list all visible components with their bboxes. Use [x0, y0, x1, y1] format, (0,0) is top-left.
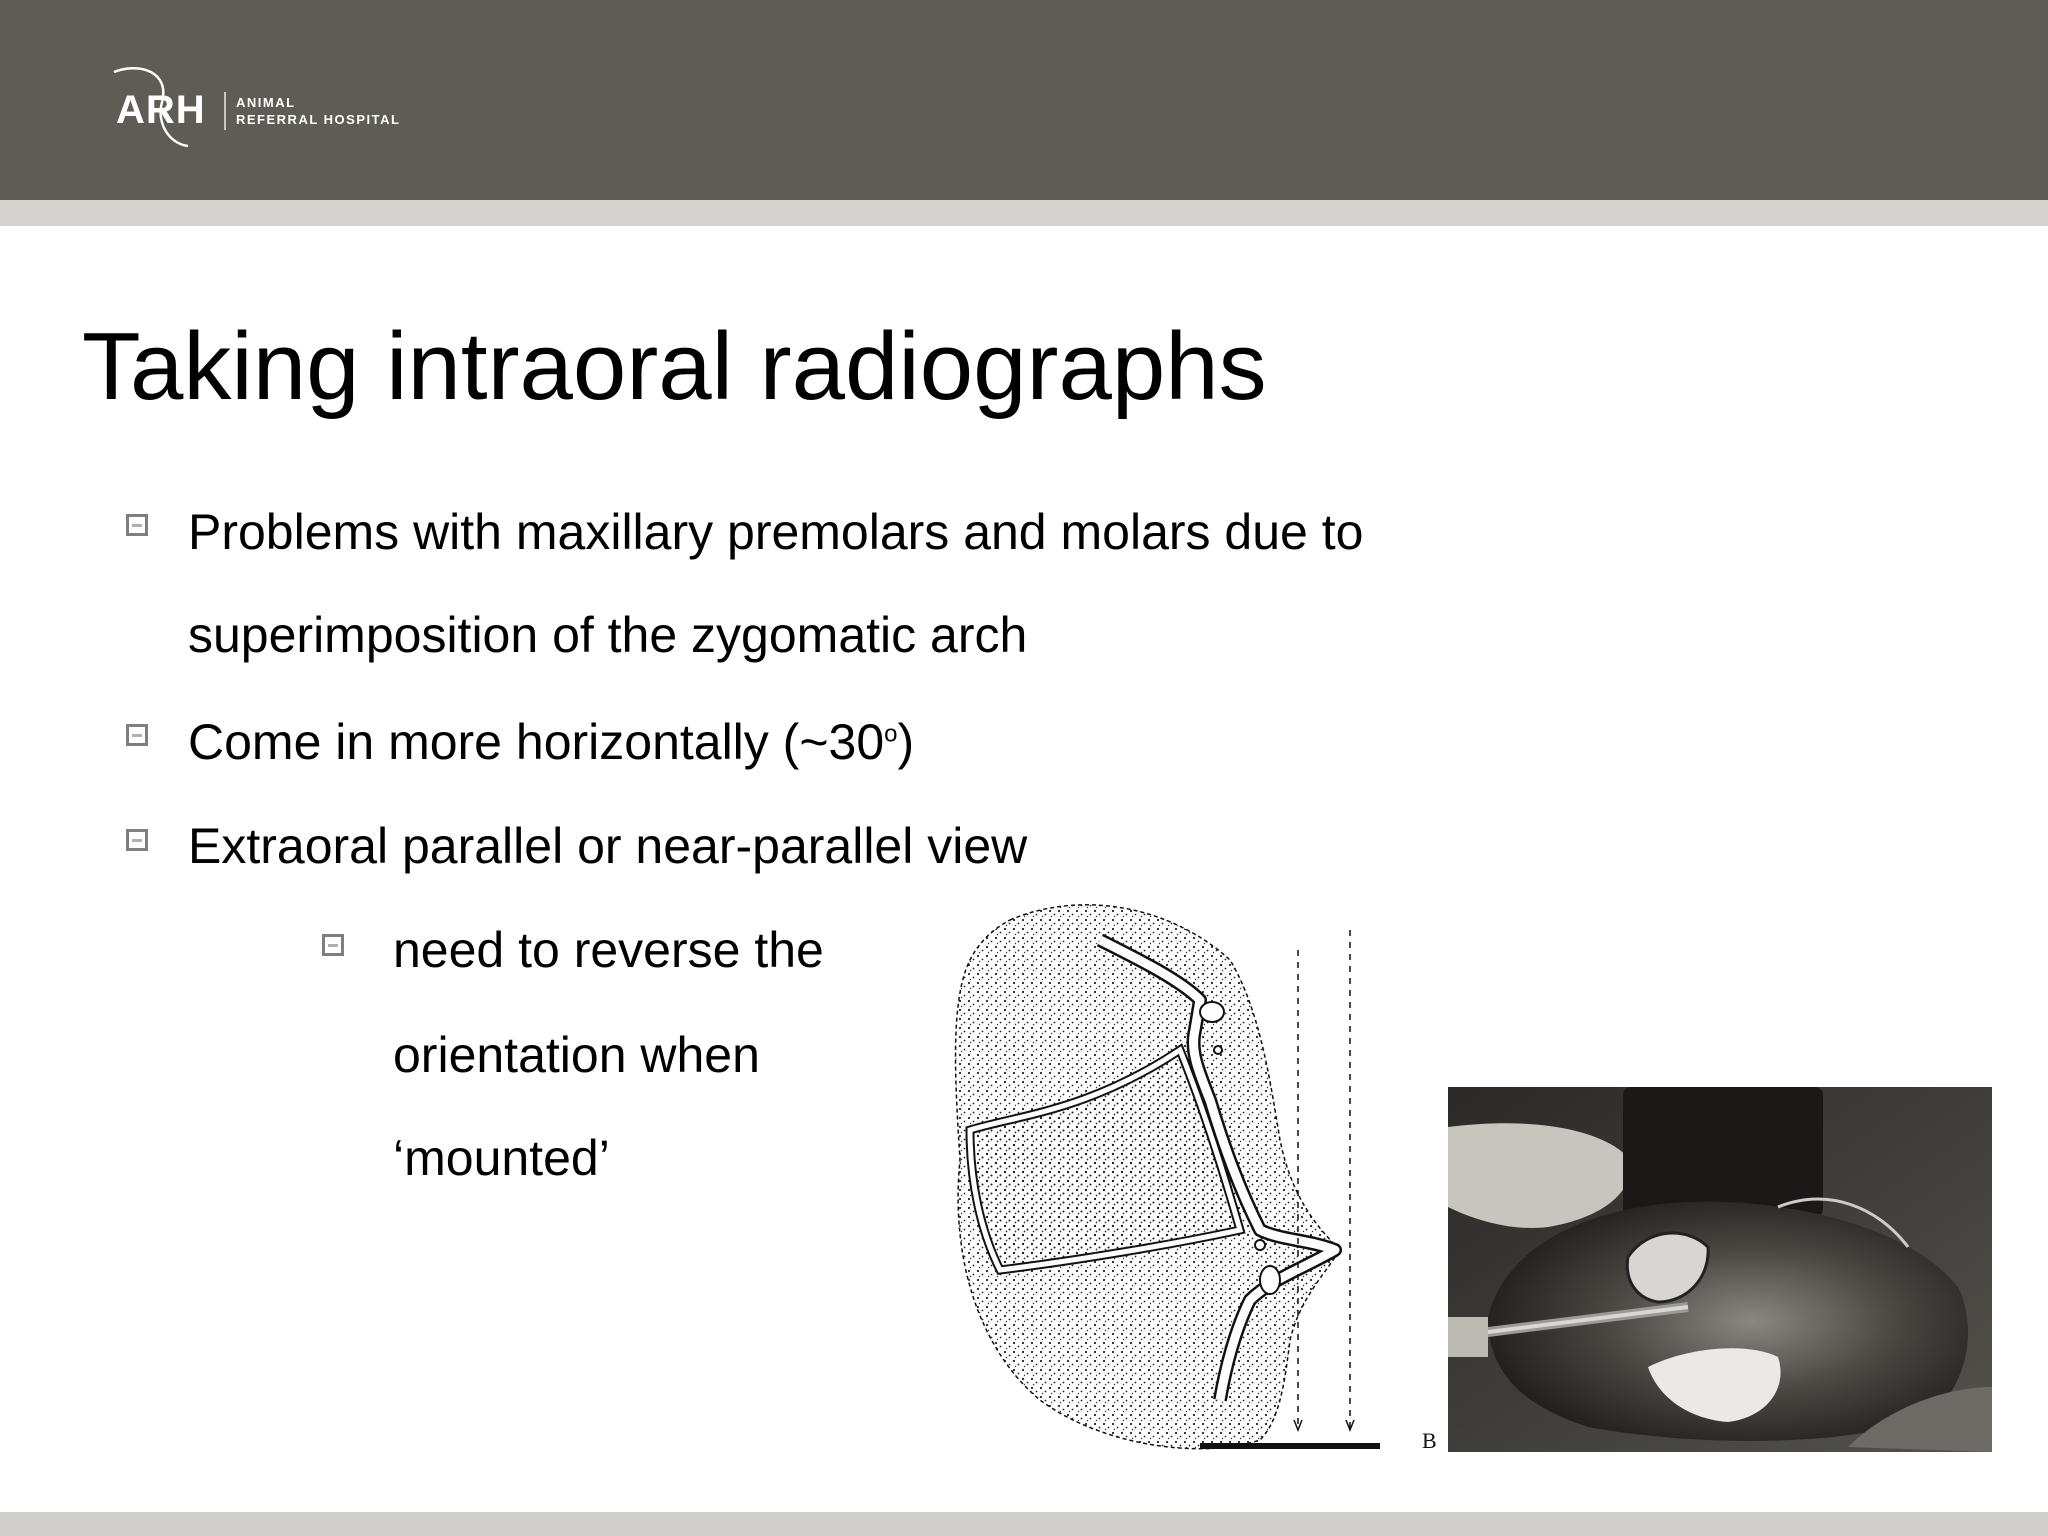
footer-strip: [0, 1512, 2048, 1536]
bullet-square-icon: [126, 514, 148, 536]
bullet-1-line-1: Problems with maxillary premolars and molars due to: [188, 504, 1364, 560]
skull-cross-section-diagram: [940, 900, 1380, 1460]
sub-bullet-square-icon: [322, 934, 344, 956]
degree-superscript: o: [884, 720, 898, 748]
bullet-2-closing: ): [897, 714, 915, 770]
bullet-square-icon: [126, 829, 148, 851]
cat-radiograph-photo: [1448, 1087, 1992, 1452]
arh-logo: [100, 62, 440, 152]
sub-bullet-line-1: need to reverse the: [393, 922, 824, 978]
bullet-3: Extraoral parallel or near-parallel view: [188, 818, 1028, 874]
logo-text-line1: ANIMAL: [236, 95, 296, 110]
logo-letters: ARH: [116, 88, 206, 132]
bullet-1-line-2: superimposition of the zygomatic arch: [188, 607, 1028, 663]
sub-bullet-line-2: orientation when: [393, 1027, 760, 1083]
slide-title: Taking intraoral radiographs: [82, 313, 1267, 420]
figure-label: B: [1422, 1428, 1437, 1453]
logo-text-line2: REFERRAL HOSPITAL: [236, 112, 401, 127]
logo-divider: [224, 92, 226, 130]
bullet-2-text: Come in more horizontally (~30: [188, 714, 885, 770]
header-accent-strip: [0, 200, 2048, 226]
bullet-square-icon: [126, 724, 148, 746]
bullet-2: [188, 712, 914, 772]
sub-bullet-line-3: ‘mounted’: [393, 1130, 610, 1186]
